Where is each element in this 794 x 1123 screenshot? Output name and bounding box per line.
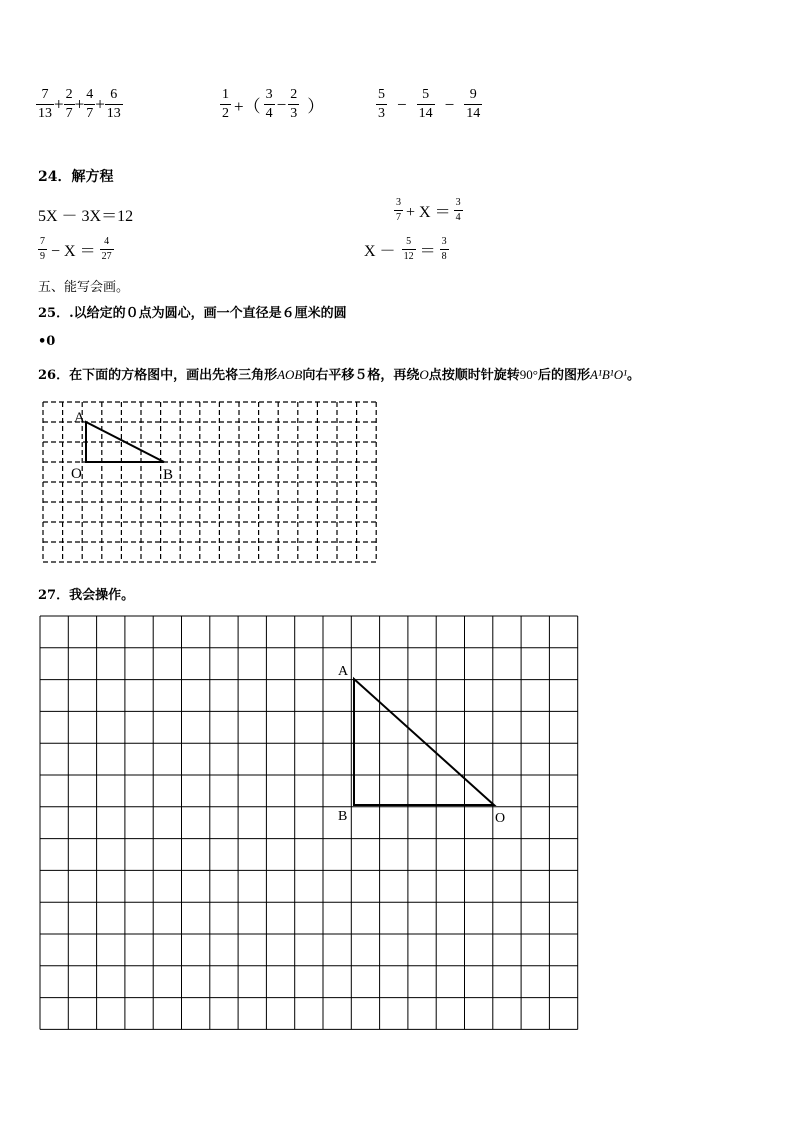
fraction: $\frac{6}{13}$: [106, 87, 121, 121]
fraction: $\frac{4}{27}$: [101, 236, 112, 262]
calc-expression-2: [220, 88, 324, 121]
q26-mid1: 向右平移５格，再绕: [302, 368, 420, 383]
fraction: $\frac{3}{4}$: [265, 87, 273, 121]
operator: −: [444, 94, 455, 114]
fraction: $\frac{7}{9}$: [40, 236, 45, 262]
solid-grid-figure: [38, 614, 582, 1034]
operator: ＝: [419, 243, 436, 260]
label-o: O: [495, 811, 506, 826]
q26-triangle-name: AOB: [277, 367, 303, 382]
center-point-o: •0: [38, 334, 56, 349]
q26-point-o: O: [419, 367, 429, 382]
fraction: $\frac{3}{4}$: [455, 197, 461, 223]
label-b: B: [338, 809, 348, 824]
question-27-title: 27．我会操作。: [38, 588, 135, 603]
fraction: $\frac{4}{7}$: [86, 87, 94, 121]
fraction: $\frac{5}{3}$: [378, 87, 385, 121]
label-b: B: [163, 467, 174, 483]
q26-prefix: 26．在下面的方格图中，画出先将三角形: [38, 368, 278, 383]
q26-degree: 90°: [519, 367, 538, 382]
operator: −: [397, 94, 407, 114]
fraction: $\frac{2}{3}$: [290, 87, 298, 121]
dashed-grid-figure: [38, 398, 386, 568]
q26-mid2: 点按顺时针旋转: [428, 368, 520, 383]
equation-lead: X －: [364, 243, 396, 260]
fraction: $\frac{3}{8}$: [441, 236, 447, 262]
equation-2: [394, 198, 463, 223]
operator: +: [54, 94, 64, 114]
fraction: $\frac{1}{2}$: [222, 87, 229, 121]
q26-mid3: 后的图形: [538, 368, 591, 383]
operator: +（: [234, 97, 261, 116]
fraction: $\frac{7}{13}$: [38, 87, 52, 121]
q26-end: 。: [626, 368, 640, 383]
label-o: O: [71, 466, 82, 482]
equation-3: [38, 237, 114, 262]
fraction: $\frac{9}{14}$: [466, 87, 481, 121]
section-5-title: 五、能写会画。: [38, 280, 130, 295]
calc-expression-1: [36, 88, 123, 121]
fraction: $\frac{2}{7}$: [65, 87, 73, 121]
q26-target-name: A¹B¹O¹: [590, 367, 627, 382]
calc-expression-3: [376, 88, 482, 121]
equation-1: 5X － 3X＝12: [38, 208, 134, 225]
fraction: $\frac{5}{12}$: [403, 236, 414, 262]
fraction: $\frac{5}{14}$: [418, 87, 433, 121]
operator: +: [74, 94, 85, 114]
triangle-aob: [86, 422, 164, 462]
operator: +: [95, 94, 105, 114]
label-a: A: [74, 410, 85, 426]
operator: + X ＝: [406, 204, 451, 221]
equation-4: [364, 237, 449, 262]
operator: −: [276, 94, 287, 114]
question-24-title: 24．解方程: [38, 169, 114, 185]
close-paren: ）: [307, 97, 325, 116]
triangle-abo: [354, 679, 494, 805]
question-25-text: 25．.以给定的０点为圆心，画一个直径是６厘米的圆: [38, 306, 347, 321]
question-26-text: [38, 364, 640, 383]
label-a: A: [338, 664, 349, 679]
operator: − X ＝: [51, 243, 96, 260]
fraction: $\frac{3}{7}$: [396, 197, 401, 223]
